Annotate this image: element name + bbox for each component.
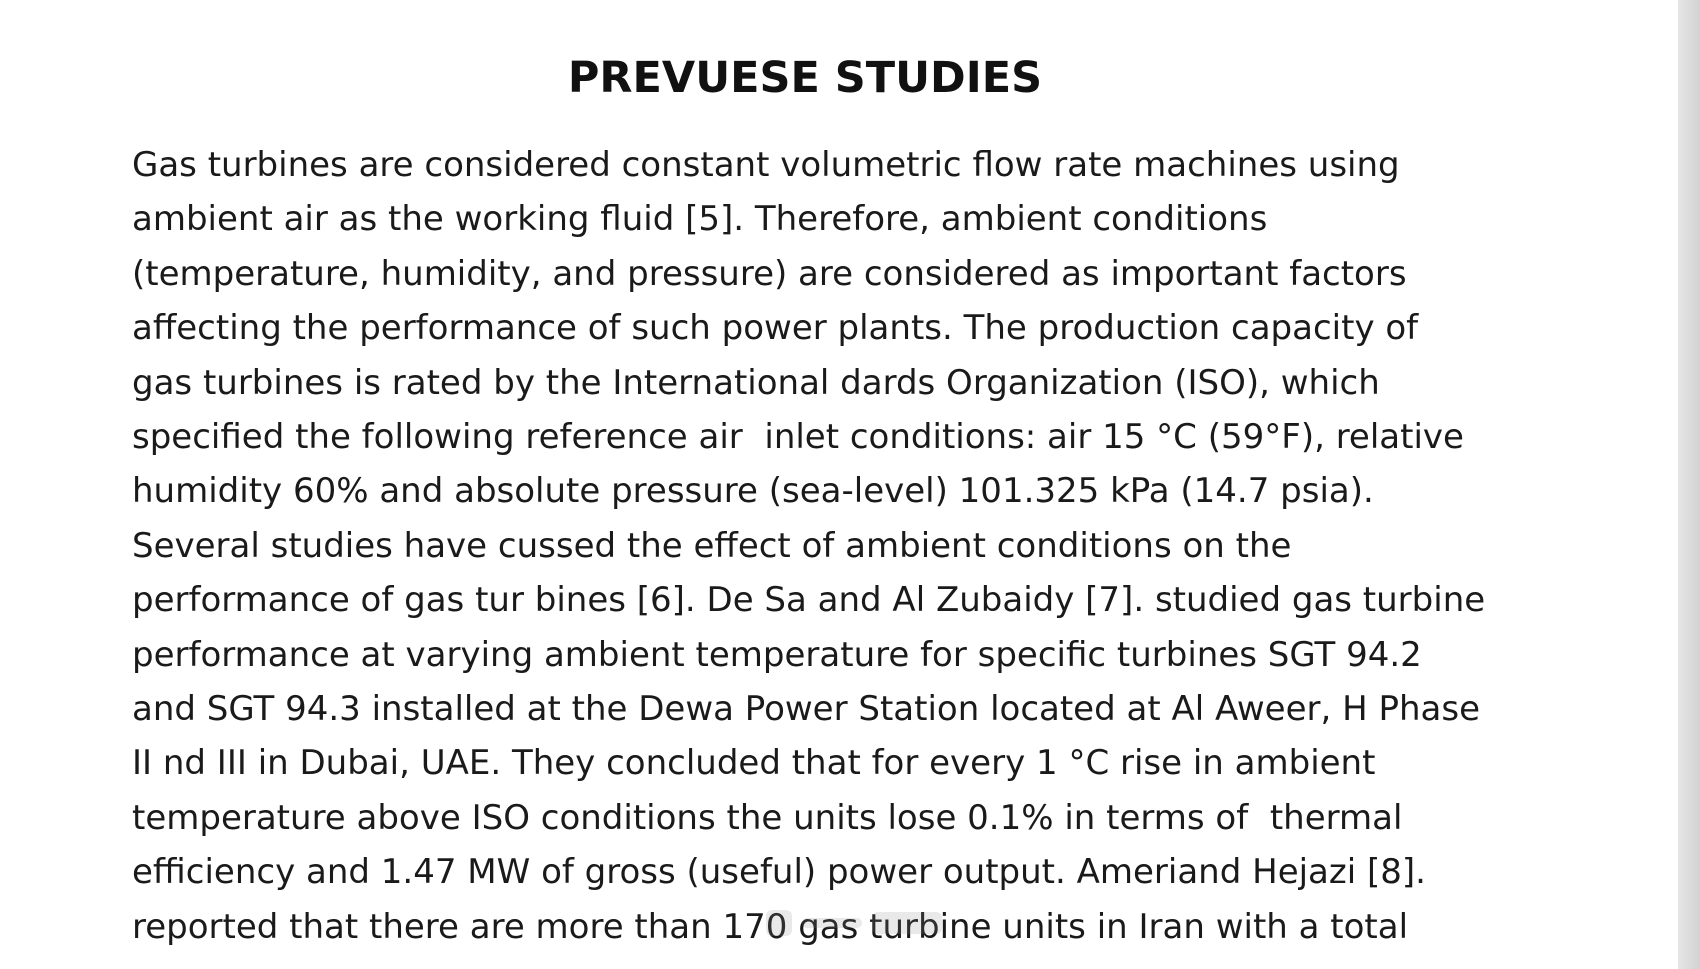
paragraph-line: affecting the performance of such power plants. The production capacity of — [132, 308, 1419, 349]
page-edge-scrollbar[interactable] — [1678, 0, 1700, 969]
paragraph-line: temperature above ISO conditions the units lose 0.1% in terms of thermal — [132, 797, 1403, 838]
paragraph-line: performance of gas tur bines [6]. De Sa and Al Zubaidy [7]. studied gas turbine — [132, 580, 1486, 621]
paragraph — [132, 138, 1572, 954]
paragraph-line: reported that there are more than 170 gas turbine units in Iran with a total — [132, 906, 1409, 947]
paragraph-line: Gas turbines are considered constant volumetric flow rate machines using — [132, 145, 1400, 185]
paragraph-line: ambient air as the working fluid [5]. Therefore, ambient conditions — [132, 199, 1268, 240]
paragraph-line: Several studies have cussed the effect of ambient conditions on the — [132, 525, 1292, 566]
paragraph-line: humidity 60% and absolute pressure (sea-level) 101.325 kPa (14.7 psia). — [132, 471, 1374, 512]
paragraph-line: and SGT 94.3 installed at the Dewa Power Station located at Al Aweer, H Phase — [132, 689, 1480, 730]
paragraph-line: specified the following reference air inlet conditions: air 15 °C (59°F), relative — [132, 417, 1464, 458]
paragraph-line: efficiency and 1.47 MW of gross (useful) power output. Ameriand Hejazi [8]. — [132, 852, 1426, 893]
section-heading: PREVUESE STUDIES — [567, 53, 1043, 103]
paragraph-line: gas turbines is rated by the International dards Organization (ISO), which — [132, 362, 1380, 403]
paragraph-line: II nd III in Dubai, UAE. They concluded that for every 1 °C rise in ambient — [132, 743, 1376, 784]
paragraph-line: performance at varying ambient temperature for specific turbines SGT 94.2 — [132, 634, 1422, 675]
paragraph-line: (temperature, humidity, and pressure) are considered as important factors — [132, 253, 1407, 294]
